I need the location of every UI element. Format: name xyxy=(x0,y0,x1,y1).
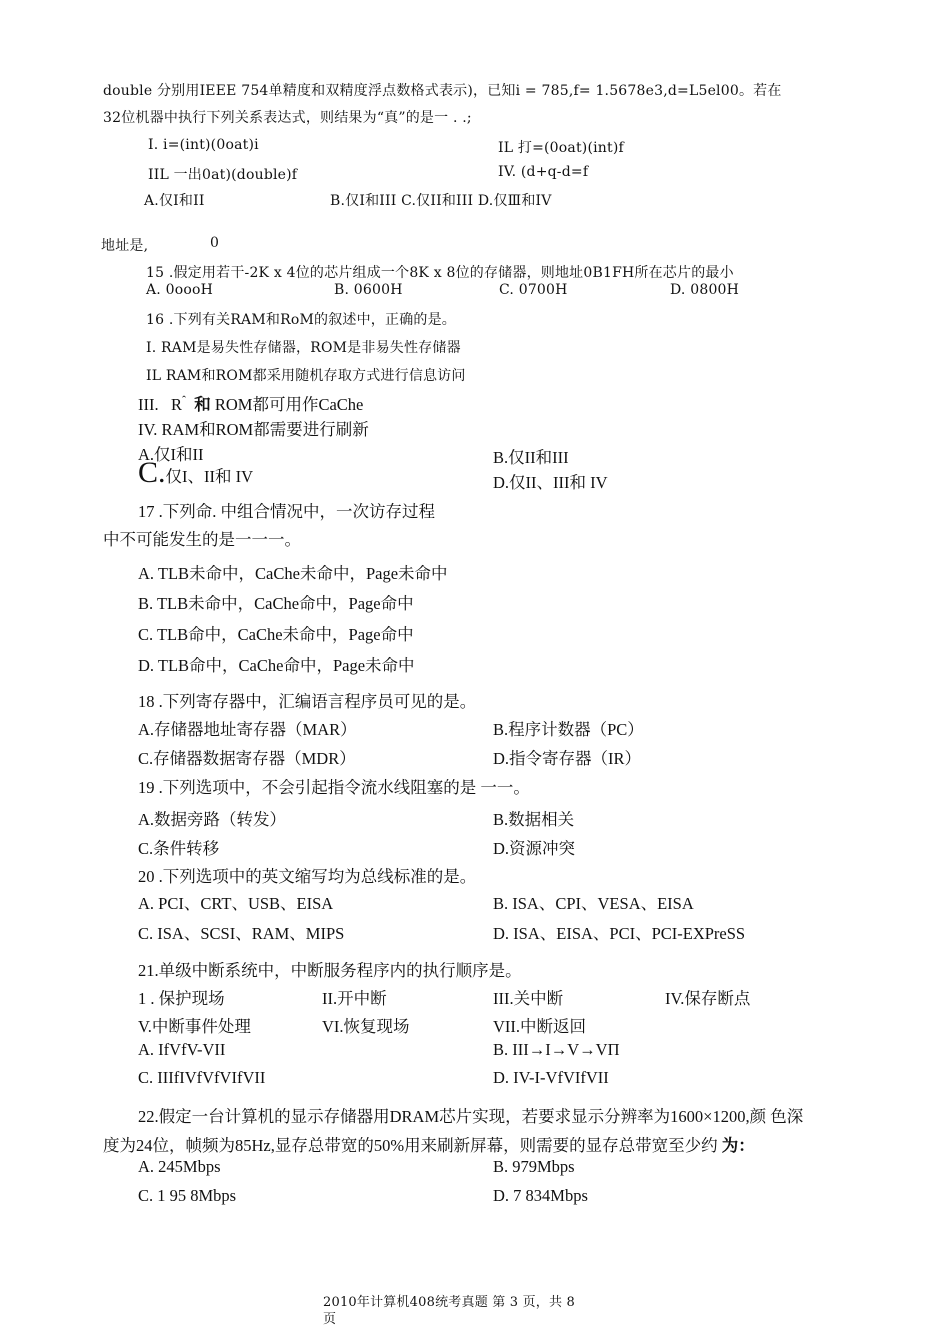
q20-stem: 20 .下列选项中的英文缩写均为总线标准的是。 xyxy=(138,867,477,886)
q16-statement-i: I. RAM是易失性存储器，ROM是非易失性存储器 xyxy=(146,340,461,356)
q20-option-c: C. ISA、SCSI、RAM、MIPS xyxy=(138,924,345,943)
q16-option-a: A.仅I和II xyxy=(138,445,204,464)
q21-option-d: D. IV-I-VfVIfVII xyxy=(493,1068,609,1087)
q18-option-a: A.存储器地址寄存器（MAR） xyxy=(138,720,357,739)
q16-statement-ii: IL RAM和ROM都采用随机存取方式进行信息访问 xyxy=(146,368,466,384)
q16-iii-r: R xyxy=(170,395,182,414)
q15-option-b: B. 0600H xyxy=(334,282,403,298)
q21-step-3: III.关中断 xyxy=(493,989,564,1008)
q16-option-c-text: 仅I、II和 IV xyxy=(165,467,254,486)
q19-option-c: C.条件转移 xyxy=(138,839,220,858)
q16-iii-and: 和 xyxy=(194,395,211,414)
q15-address-blank: 0 xyxy=(210,235,220,251)
q21-option-a: A. IfVfV-VII xyxy=(138,1040,226,1059)
q22-option-d: D. 7 834Mbps xyxy=(493,1186,588,1205)
q16-option-d: D.仅II、III和 IV xyxy=(493,473,608,492)
q15-option-d: D. 0800H xyxy=(670,282,740,298)
q19-stem: 19 .下列选项中，不会引起指令流水线阻塞的是 一一。 xyxy=(138,778,530,797)
q20-option-b: B. ISA、CPI、VESA、EISA xyxy=(493,894,694,913)
q20-option-d: D. ISA、EISA、PCI、PCI-EXPreSS xyxy=(493,924,746,943)
q21-option-b: B. III→I→V→VΠ xyxy=(493,1040,620,1059)
q22-option-b: B. 979Mbps xyxy=(493,1157,575,1176)
q16-option-c xyxy=(138,458,253,488)
q21-step-2: II.开中断 xyxy=(322,989,387,1008)
q16-statement-iv: IV. RAM和ROM都需要进行刷新 xyxy=(138,420,369,439)
q21-step-5: V.中断事件处理 xyxy=(138,1017,251,1036)
q18-option-b: B.程序计数器（PC） xyxy=(493,720,644,739)
q22-stem-line2-tail: 为： xyxy=(721,1136,755,1155)
q19-option-a: A.数据旁路（转发） xyxy=(138,810,287,829)
q16-iii-number: III. xyxy=(138,395,159,414)
q14-expr-i: I. i=(int)(0oat)i xyxy=(148,137,259,153)
q18-stem: 18 .下列寄存器中，汇编语言程序员可见的是。 xyxy=(138,692,477,711)
q21-step-7: VII.中断返回 xyxy=(493,1017,587,1036)
q14-expr-iv: IV. (d+q-d=f xyxy=(498,164,589,180)
q21-step-6: VI.恢复现场 xyxy=(322,1017,410,1036)
q18-option-d: D.指令寄存器（IR） xyxy=(493,749,642,768)
q16-iii-caret: ˆ xyxy=(182,393,186,407)
q14-options-bcd: B.仅I和III C.仅II和III D.仅Ⅲ和IV xyxy=(330,193,552,209)
q14-option-a: A.仅I和II xyxy=(144,193,205,209)
q21-step-4: IV.保存断点 xyxy=(665,989,751,1008)
q14-stem-line2: 32位机器中执行下列关系表达式，则结果为“真”的是一 . .; xyxy=(103,110,472,126)
q22-stem-line2-text: 度为24位，帧频为85Hz,显存总带宽的50%用来刷新屏幕，则需要的显存总带宽至少约 xyxy=(103,1136,718,1155)
q14-expr-iii: IIL 一出0at)(double)f xyxy=(148,167,298,183)
page-footer-line1: 2010年计算机408统考真题 第 3 页，共 8 xyxy=(323,1295,575,1310)
q15-option-a: A. 0oooH xyxy=(146,282,214,298)
q15-stem: 15 .假定用若干-2K x 4位的芯片组成一个8K x 8位的存储器，则地址0B1FH所在芯片的最小 xyxy=(146,265,734,281)
q15-option-c: C. 0700H xyxy=(499,282,568,298)
q16-stem: 16 .下列有关RAM和RoM的叙述中，正确的是。 xyxy=(146,312,457,328)
q21-step-1: 1 . 保护现场 xyxy=(138,989,225,1008)
q21-option-c: C. IIIfIVfVfVIfVII xyxy=(138,1068,266,1087)
q16-iii-rest: ROM都可用作CaChe xyxy=(214,395,364,414)
q22-option-a: A. 245Mbps xyxy=(138,1157,221,1176)
q17-option-d: D. TLB命中，CaChe命中，Page未命中 xyxy=(138,656,415,675)
q14-expr-ii: IL 打=(0oat)(int)f xyxy=(498,140,624,156)
q14-stem-line1: double 分别用IEEE 754单精度和双精度浮点数格式表示)，已知i = 785,f= 1.5678e3,d=L5el00。若在 xyxy=(103,83,782,99)
q15-address-label: 地址是, xyxy=(101,238,149,254)
q17-stem-line2: 中不可能发生的是一一一。 xyxy=(103,530,301,549)
q19-option-b: B.数据相关 xyxy=(493,810,575,829)
q17-option-b: B. TLB未命中，CaChe命中，Page命中 xyxy=(138,594,414,613)
q22-stem-line2 xyxy=(103,1132,755,1156)
q17-stem-line1: 17 .下列命. 中组合情况中，一次访存过程 xyxy=(138,502,435,521)
q19-option-d: D.资源冲突 xyxy=(493,839,576,858)
q21-stem: 21.单级中断系统中，中断服务程序内的执行顺序是。 xyxy=(138,961,522,980)
q16-option-b: B.仅II和III xyxy=(493,448,569,467)
q22-option-c: C. 1 95 8Mbps xyxy=(138,1186,237,1205)
q17-option-c: C. TLB命中，CaChe未命中，Page命中 xyxy=(138,625,414,644)
q16-statement-iii xyxy=(138,391,363,415)
page-footer-line2: 页 xyxy=(323,1312,337,1327)
q20-option-a: A. PCI、CRT、USB、EISA xyxy=(138,894,334,913)
q16-option-c-letter: C. xyxy=(138,456,166,489)
q18-option-c: C.存储器数据寄存器（MDR） xyxy=(138,749,356,768)
q17-option-a: A. TLB未命中，CaChe未命中，Page未命中 xyxy=(138,564,448,583)
q22-stem-line1: 22.假定一台计算机的显示存储器用DRAM芯片实现，若要求显示分辨率为1600×1200,颜 色深 xyxy=(138,1107,804,1126)
